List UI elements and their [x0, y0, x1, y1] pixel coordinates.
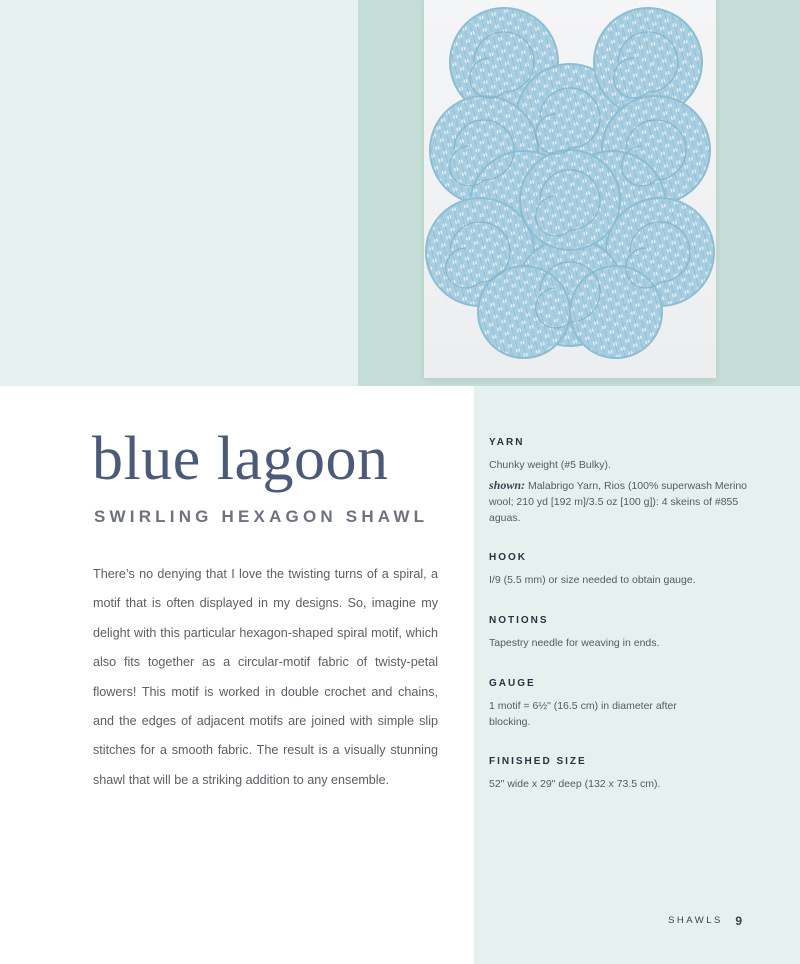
yarn-shown — [489, 477, 749, 526]
shawl-motifs — [426, 8, 714, 358]
hook-text: I/9 (5.5 mm) or size needed to obtain gauge. — [489, 574, 696, 586]
spec-hook — [489, 552, 749, 588]
spec-heading-hook: HOOK — [489, 552, 527, 563]
spec-heading-gauge: GAUGE — [489, 678, 536, 689]
finished-size-text: 52" wide x 29" deep (132 x 73.5 cm). — [489, 778, 661, 790]
spec-notions — [489, 615, 749, 651]
page-footer — [668, 912, 742, 930]
yarn-shown-text: Malabrigo Yarn, Rios (100% superwash Merino wool; 210 yd [192 m]/3.5 oz [100 g]): 4 skeins of #855 aguas. — [489, 480, 747, 524]
spec-heading-notions: NOTIONS — [489, 615, 549, 626]
spec-finished-size — [489, 756, 749, 792]
top-left-panel — [0, 0, 358, 386]
page-number: 9 — [735, 913, 742, 928]
intro-paragraph: There’s no denying that I love the twisting turns of a spiral, a motif that is often displayed in my designs. So, imagine my delight with this particular hexagon-shaped spiral motif, which also fits together as a circular-motif fabric of twisty-petal flowers! This motif is worked in double crochet and chains, and the edges of adjacent motifs are joined with simple slip stitches for a smooth fabric. The result is a visually stunning shawl that will be a striking addition to any ensemble. — [93, 567, 438, 787]
page-title: blue lagoon — [92, 425, 389, 493]
gauge-text: 1 motif = 6½" (16.5 cm) in diameter after blocking. — [489, 700, 677, 728]
shawl-photo — [424, 0, 716, 378]
shown-label: shown: — [489, 478, 526, 492]
yarn-weight: Chunky weight (#5 Bulky). — [489, 459, 611, 471]
page-subtitle: SWIRLING HEXAGON SHAWL — [94, 507, 429, 526]
crochet-shawl-illustration — [424, 0, 716, 378]
spec-heading-yarn: YARN — [489, 437, 525, 448]
spec-yarn — [489, 437, 749, 526]
spec-heading-finished-size: FINISHED SIZE — [489, 756, 587, 767]
spec-gauge — [489, 678, 749, 730]
notions-text: Tapestry needle for weaving in ends. — [489, 637, 660, 649]
footer-section-name: SHAWLS — [668, 915, 723, 927]
